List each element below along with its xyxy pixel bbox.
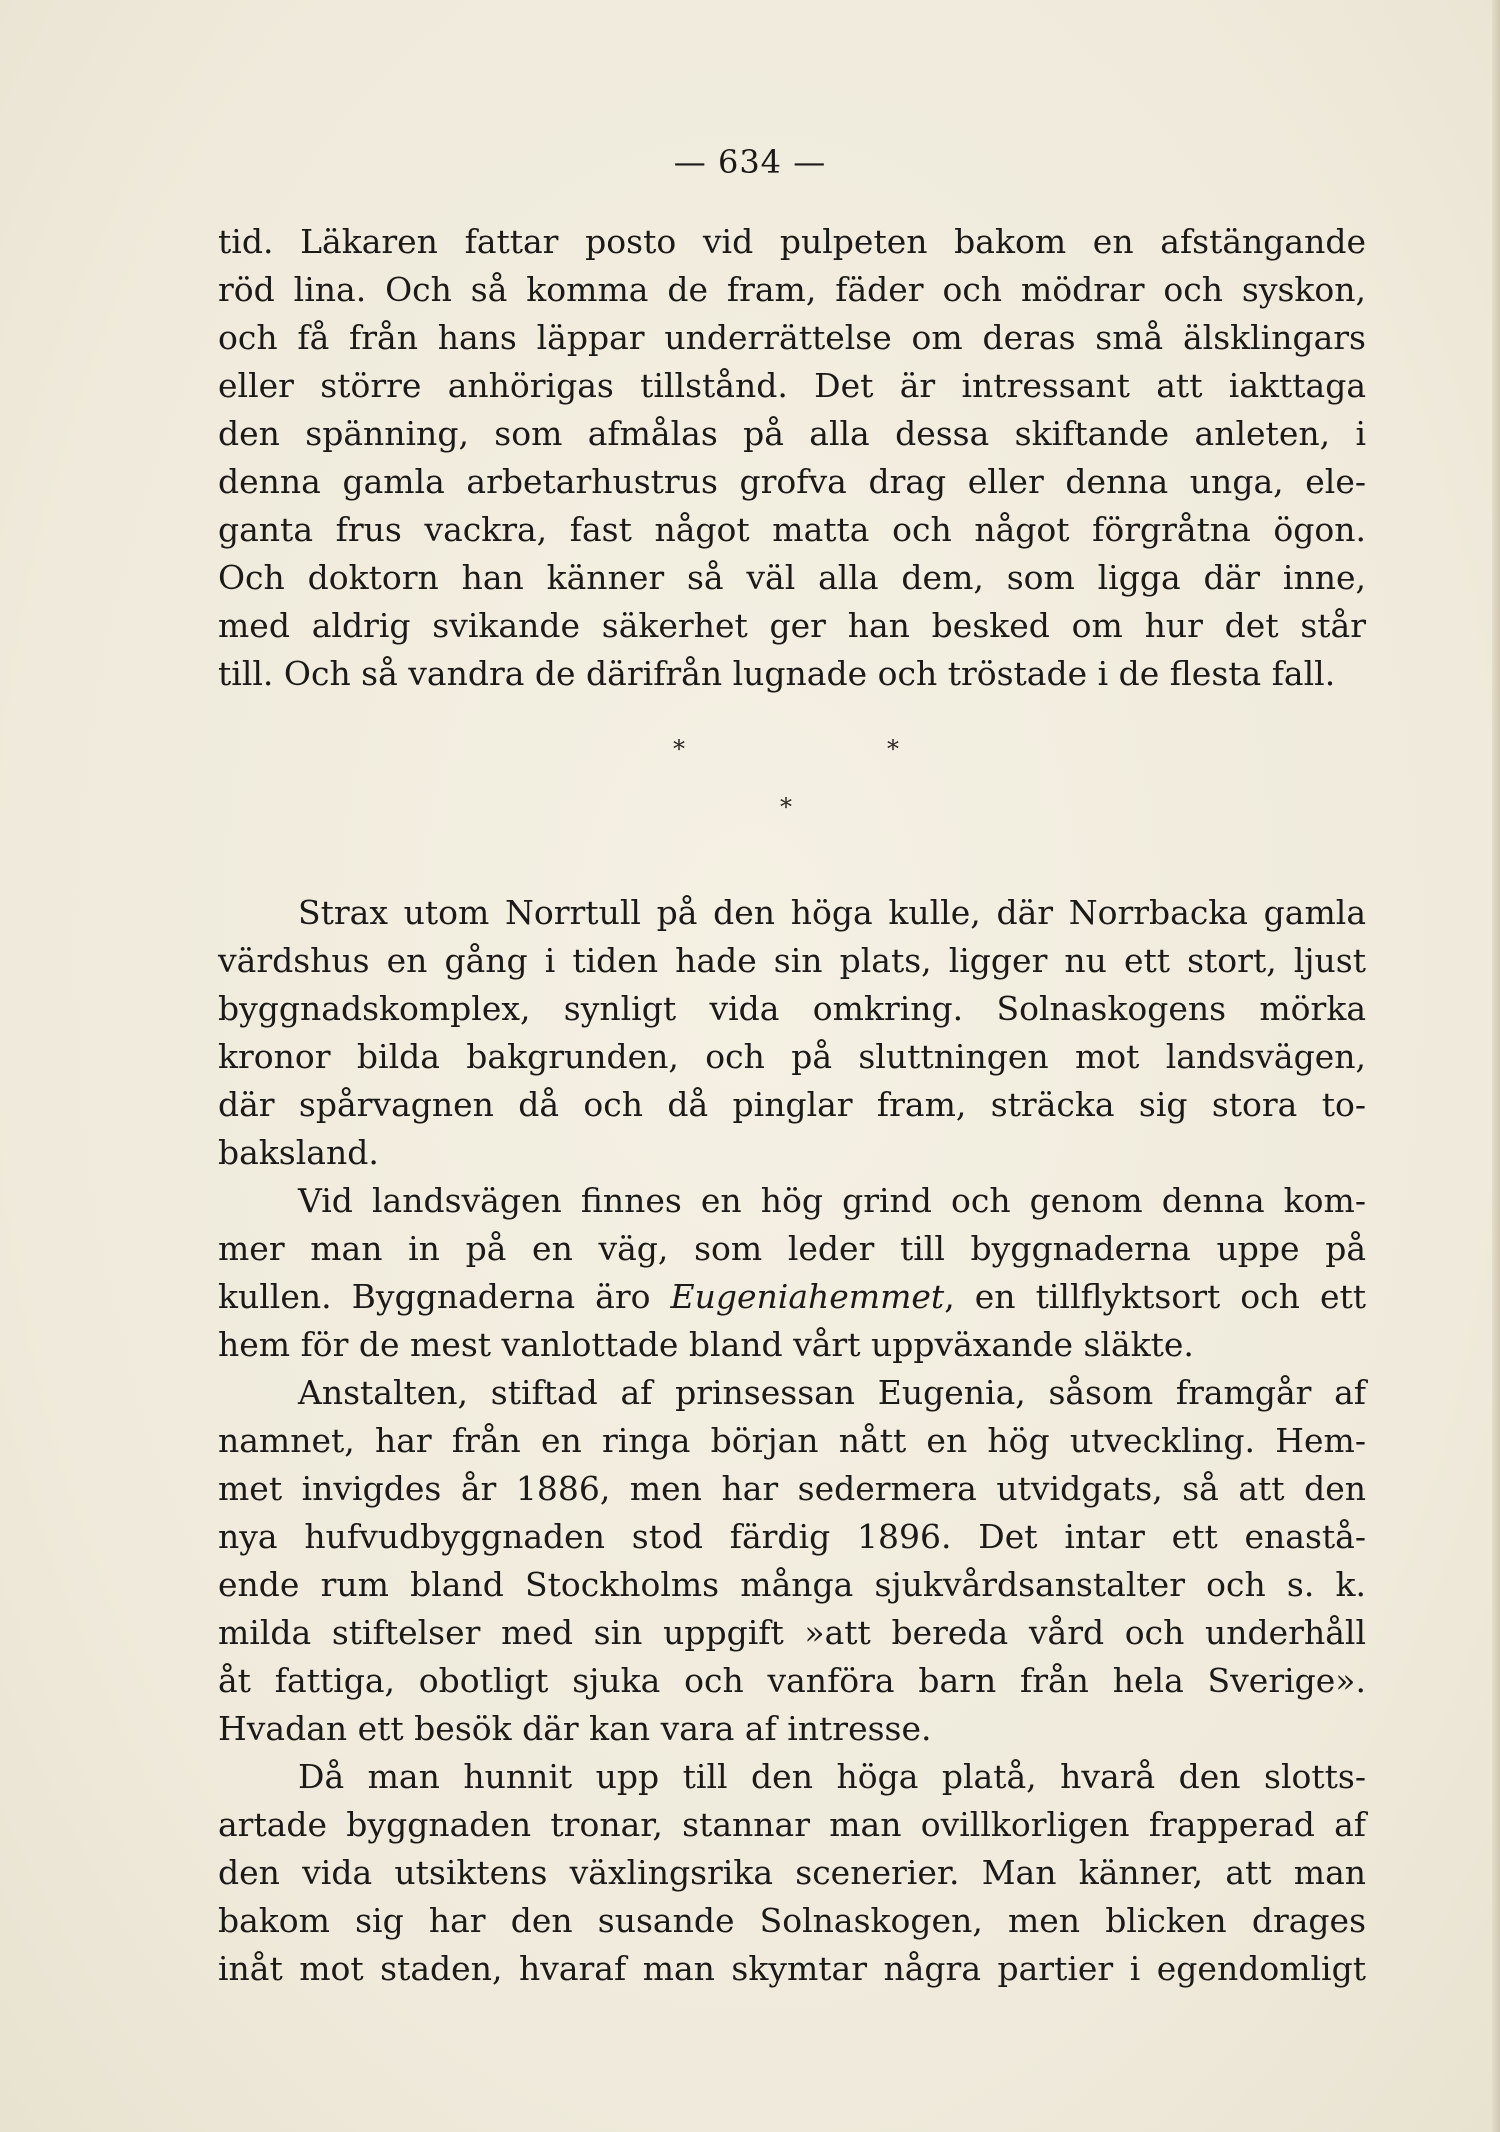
text-line: Hvadan ett besök där kan vara af intresse.	[218, 1709, 932, 1748]
text-line	[218, 1273, 1366, 1321]
page-edge	[1492, 0, 1500, 2132]
text-segment: , en tillflyktsort och ett	[944, 1277, 1367, 1316]
text-segment: kullen. Byggnaderna äro	[218, 1277, 671, 1316]
text-line: eller större anhörigas tillstånd. Det är intressant att iakttaga	[218, 366, 1366, 405]
text-line: bakom sig har den susande Solnaskogen, men blicken drages	[218, 1901, 1366, 1940]
text-line: baksland.	[218, 1133, 379, 1172]
text-line: den vida utsiktens växlingsrika scenerier. Man känner, att man	[218, 1853, 1366, 1892]
paragraph-visiting-hours	[218, 218, 1366, 698]
text-line: inåt mot staden, hvaraf man skymtar några partier i egendomligt	[218, 1949, 1366, 1988]
text-line: Då man hunnit upp till den höga platå, hvarå den slotts-	[298, 1757, 1366, 1796]
text-line: namnet, har från en ringa början nått en hög utveckling. Hem-	[218, 1421, 1366, 1460]
text-line: nya hufvudbyggnaden stod färdig 1896. Det intar ett enastå-	[218, 1517, 1366, 1556]
paragraph-anstalten	[218, 1369, 1366, 1753]
text-line: ende rum bland Stockholms många sjukvårdsanstalter och s. k.	[218, 1565, 1366, 1604]
paragraph-eugeniahemmet	[218, 1177, 1366, 1369]
text-line: Anstalten, stiftad af prinsessan Eugenia, såsom framgår af	[298, 1373, 1366, 1412]
asterisk-ornament: *	[780, 793, 792, 821]
text-line: värdshus en gång i tiden hade sin plats, ligger nu ett stort, ljust	[218, 941, 1366, 980]
text-line: denna gamla arbetarhustrus grofva drag eller denna unga, ele-	[218, 462, 1366, 501]
text-line: med aldrig svikande säkerhet ger han besked om hur det står	[218, 606, 1366, 645]
text-line: Vid landsvägen finnes en hög grind och genom denna kom-	[298, 1181, 1366, 1220]
asterisk-ornament: *	[887, 735, 899, 763]
asterisk-ornament: *	[673, 735, 685, 763]
text-line: där spårvagnen då och då pinglar fram, sträcka sig stora to-	[218, 1085, 1366, 1124]
institution-name-italic: Eugeniahemmet	[670, 1277, 945, 1316]
paragraph-platan	[218, 1753, 1366, 1993]
text-line: milda stiftelser med sin uppgift »att bereda vård och underhåll	[218, 1613, 1366, 1652]
text-line: kronor bilda bakgrunden, och på sluttningen mot landsvägen,	[218, 1037, 1366, 1076]
text-line: röd lina. Och så komma de fram, fäder och mödrar och syskon,	[218, 270, 1366, 309]
text-line: tid. Läkaren fattar posto vid pulpeten bakom en afstängande	[218, 222, 1366, 261]
text-line: ganta frus vackra, fast något matta och något förgråtna ögon.	[218, 510, 1366, 549]
text-line: Och doktorn han känner så väl alla dem, som ligga där inne,	[218, 558, 1366, 597]
text-line: Strax utom Norrtull på den höga kulle, där Norrbacka gamla	[298, 893, 1366, 932]
text-line: artade byggnaden tronar, stannar man ovillkorligen frapperad af	[218, 1805, 1366, 1844]
text-line: hem för de mest vanlottade bland vårt uppväxande släkte.	[218, 1325, 1194, 1364]
text-line: met invigdes år 1886, men har sedermera utvidgats, så att den	[218, 1469, 1366, 1508]
text-line: till. Och så vandra de därifrån lugnade och tröstade i de flesta fall.	[218, 654, 1336, 693]
text-line: byggnadskomplex, synligt vida omkring. Solnaskogens mörka	[218, 989, 1366, 1028]
page-number-header: — 634 —	[673, 143, 827, 181]
text-line: åt fattiga, obotligt sjuka och vanföra barn från hela Sverige».	[218, 1661, 1366, 1700]
text-line: mer man in på en väg, som leder till byggnaderna uppe på	[218, 1229, 1366, 1268]
text-line: den spänning, som afmålas på alla dessa skiftande anleten, i	[218, 414, 1366, 453]
text-line: och få från hans läppar underrättelse om deras små älsklingars	[218, 318, 1366, 357]
text-column-lower	[218, 889, 1366, 1993]
paragraph-norrbacka	[218, 889, 1366, 1177]
